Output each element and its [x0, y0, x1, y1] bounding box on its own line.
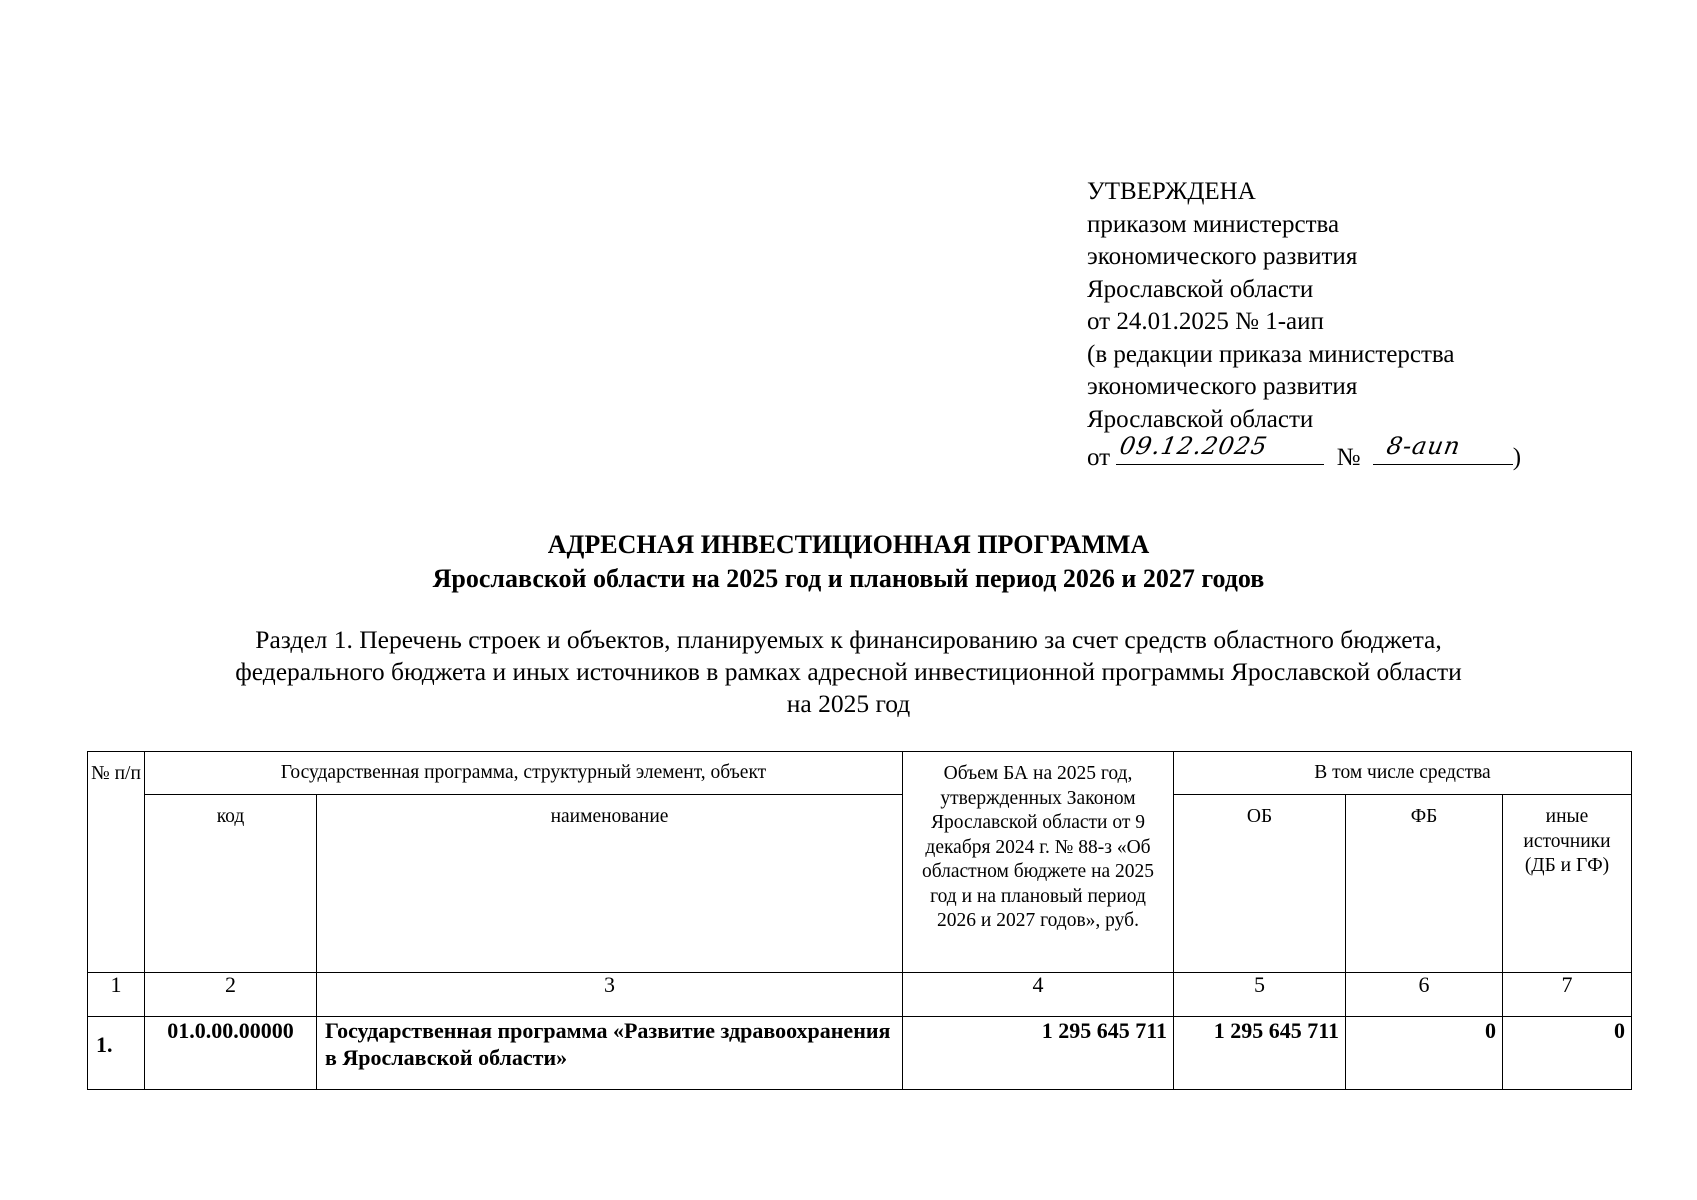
column-number: 4 — [903, 973, 1174, 1017]
approval-status: УТВЕРЖДЕНА — [1087, 178, 1256, 205]
approval-block — [1087, 176, 1521, 469]
row-ob: 1 295 645 711 — [1174, 1017, 1346, 1090]
header-name: наименование — [317, 795, 903, 973]
approval-line: Ярославской области — [1087, 275, 1314, 303]
row-other: 0 — [1503, 1017, 1632, 1090]
column-number: 2 — [145, 973, 317, 1017]
number-sign: № — [1336, 444, 1361, 471]
row-fb: 0 — [1346, 1017, 1503, 1090]
row-name: Государственная программа «Развитие здравоохранения в Ярославской области» — [317, 1017, 903, 1090]
amendment-date-field — [1116, 431, 1324, 465]
column-number: 1 — [88, 973, 145, 1017]
document-title: АДРЕСНАЯ ИНВЕСТИЦИОННАЯ ПРОГРАММА — [547, 530, 1150, 559]
amendment-number-field — [1373, 431, 1513, 465]
header-row — [88, 795, 1632, 973]
section-heading-line: федерального бюджета и иных источников в рамках адресной инвестиционной программы Ярославской области — [235, 657, 1462, 686]
column-number: 3 — [317, 973, 903, 1017]
header-volume: Объем БА на 2025 год, утвержденных Законом Ярославской области от 9 декабря 2024 г. № 88-з «Об областном бюджете на 2025 год и на плановый период 2026 и 2027 годов», руб. — [903, 752, 1174, 973]
amendment-line — [1087, 431, 1522, 471]
investment-table — [87, 751, 1632, 1090]
table-row — [88, 1017, 1632, 1090]
document-subtitle: Ярославской области на 2025 год и плановый период 2026 и 2027 годов — [432, 564, 1265, 593]
section-heading-line: на 2025 год — [786, 689, 911, 718]
column-number: 7 — [1503, 973, 1632, 1017]
row-code: 01.0.00.00000 — [145, 1017, 317, 1090]
handwritten-number: 8-аип — [1384, 431, 1463, 460]
approval-line: (в редакции приказа министерства — [1087, 340, 1455, 368]
column-number-row — [88, 973, 1632, 1017]
header-program-group: Государственная программа, структурный элемент, объект — [145, 752, 903, 795]
header-row — [88, 752, 1632, 795]
amendment-close: ) — [1512, 444, 1522, 471]
header-including-group: В том числе средства — [1174, 752, 1632, 795]
header-fb: ФБ — [1346, 795, 1503, 973]
handwritten-date: 09.12.2025 — [1117, 431, 1271, 460]
amendment-prefix: от — [1087, 444, 1111, 471]
approval-line: от 24.01.2025 № 1-аип — [1087, 308, 1324, 335]
approval-line: приказом министерства — [1087, 210, 1340, 238]
section-heading-line: Раздел 1. Перечень строек и объектов, планируемых к финансированию за счет средств областного бюджета, — [255, 625, 1442, 654]
column-number: 5 — [1174, 973, 1346, 1017]
header-other: иные источники (ДБ и ГФ) — [1503, 795, 1632, 973]
header-num: № п/п — [88, 752, 145, 973]
approval-line: Ярославской области — [1087, 405, 1314, 433]
row-volume: 1 295 645 711 — [903, 1017, 1174, 1090]
row-num: 1. — [88, 1017, 145, 1090]
header-code: код — [145, 795, 317, 973]
approval-line: экономического развития — [1087, 243, 1358, 270]
approval-line: экономического развития — [1087, 373, 1358, 400]
header-ob: ОБ — [1174, 795, 1346, 973]
column-number: 6 — [1346, 973, 1503, 1017]
